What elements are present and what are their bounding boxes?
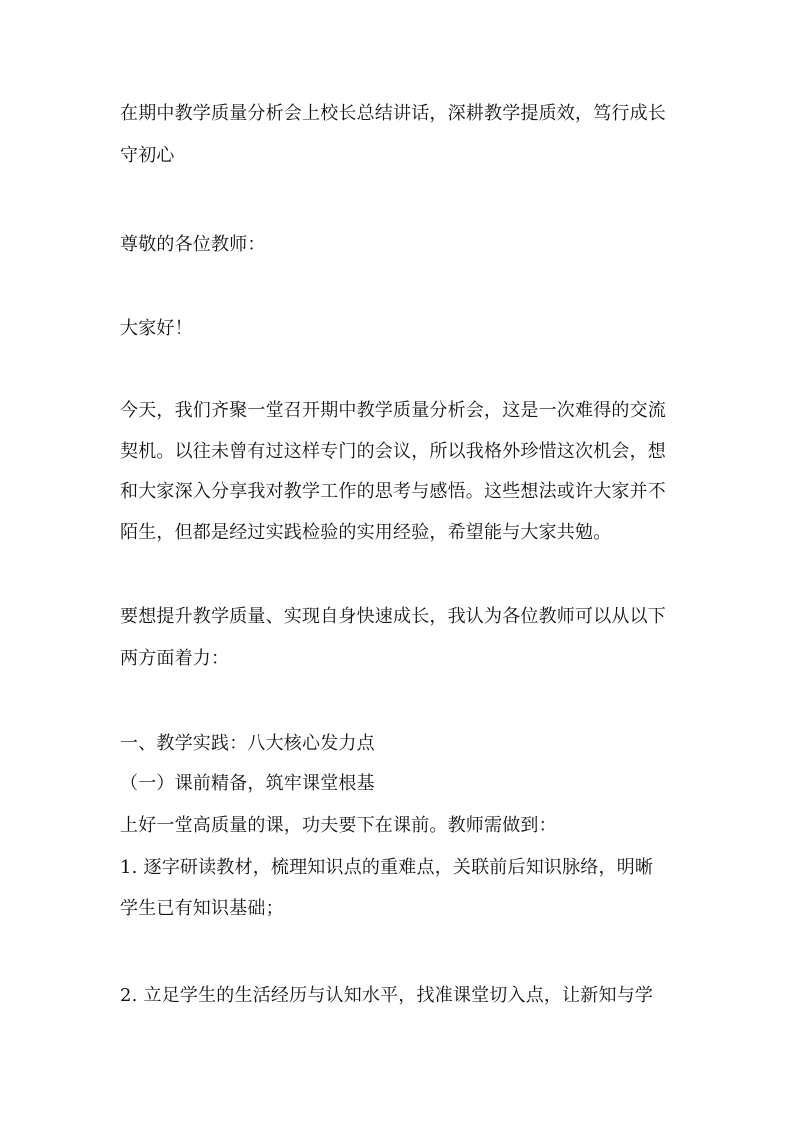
list-item-1-line-1: 1. 逐字研读教材，梳理知识点的重难点，关联前后知识脉络，明晰 bbox=[120, 857, 654, 878]
subsection-intro: 上好一堂高质量的课，功夫要下在课前。教师需做到： bbox=[120, 815, 557, 836]
intro-line-2: 契机。以往未曾有过这样专门的会议，所以我格外珍惜这次机会，想 bbox=[120, 441, 666, 462]
title-line-1: 在期中教学质量分析会上校长总结讲话，深耕教学提质效，笃行成长 bbox=[120, 103, 666, 124]
focus-line-1: 要想提升教学质量、实现自身快速成长，我认为各位教师可以从以下 bbox=[120, 606, 666, 627]
focus-line-2: 两方面着力： bbox=[120, 648, 230, 669]
intro-line-1: 今天，我们齐聚一堂召开期中教学质量分析会，这是一次难得的交流 bbox=[120, 400, 666, 421]
salutation: 尊敬的各位教师： bbox=[120, 234, 266, 255]
greeting: 大家好！ bbox=[120, 318, 193, 339]
section-heading: 一、教学实践：八大核心发力点 bbox=[120, 733, 375, 754]
subsection-heading: （一）课前精备，筑牢课堂根基 bbox=[120, 773, 375, 794]
intro-line-3: 和大家深入分享我对教学工作的思考与感悟。这些想法或许大家并不 bbox=[120, 481, 666, 502]
list-item-1-line-2: 学生已有知识基础； bbox=[120, 898, 284, 919]
list-item-2-line-1: 2. 立足学生的生活经历与认知水平，找准课堂切入点，让新知与学 bbox=[120, 985, 654, 1006]
intro-line-4: 陌生，但都是经过实践检验的实用经验，希望能与大家共勉。 bbox=[120, 522, 612, 543]
title-line-2: 守初心 bbox=[120, 145, 175, 166]
